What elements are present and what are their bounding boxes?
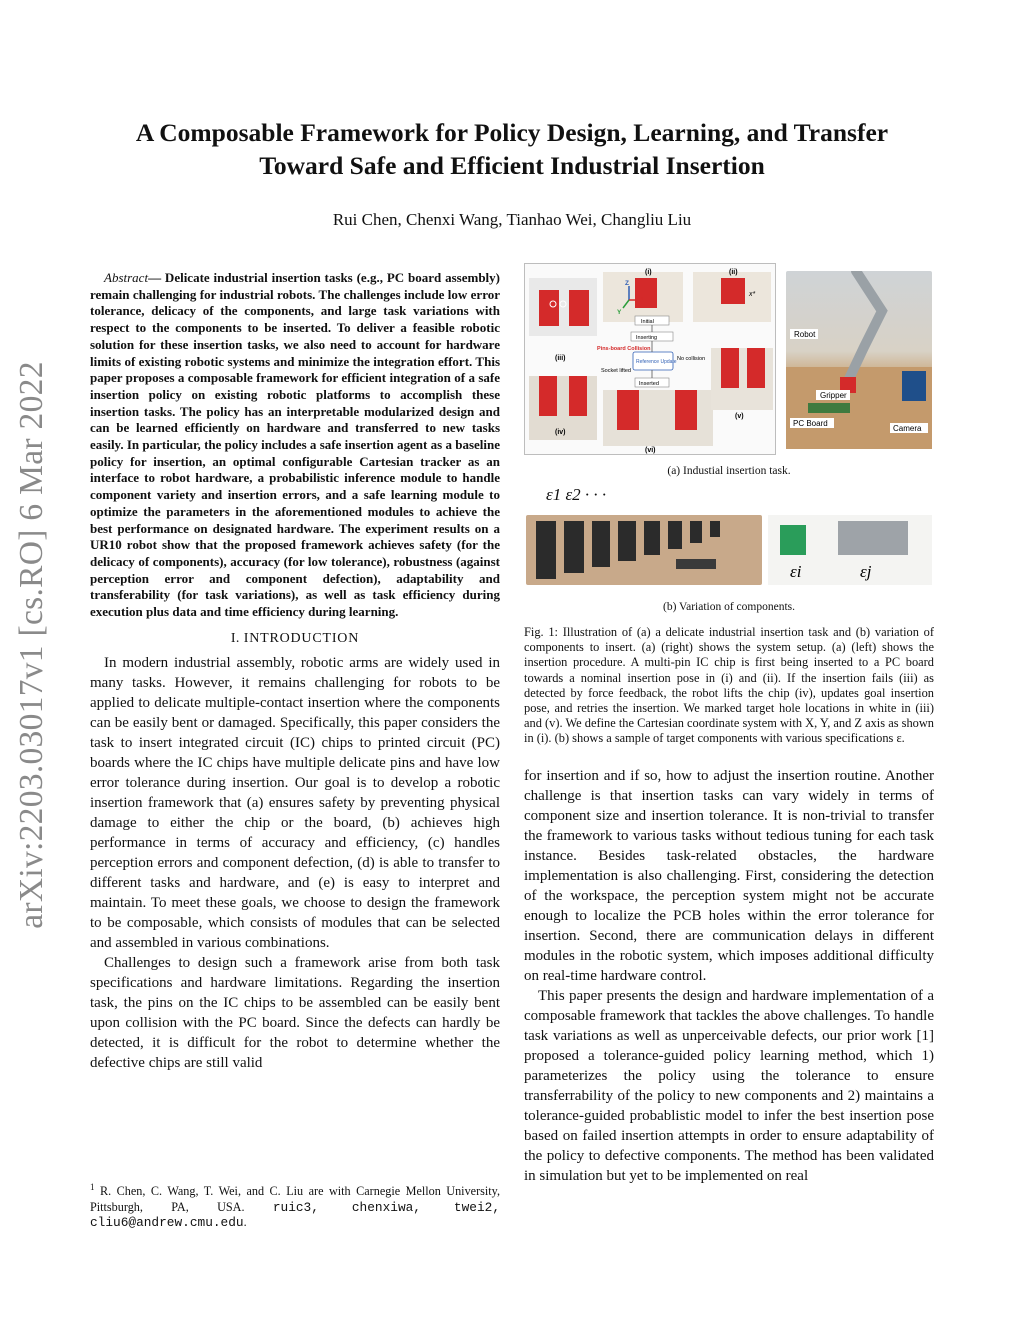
epsilon-j: εj [860,562,872,581]
inserting-label: Inserting [636,335,658,341]
title-line-1: A Composable Framework for Policy Design, Learning, and Transfer [135,118,889,147]
figure-1 [524,263,934,747]
gripper-finger [747,348,765,388]
axis-x-label: X [640,296,645,303]
component-samples-illustration [768,515,932,585]
label-i: (i) [645,269,652,276]
gripper-finger [675,390,697,430]
socket [564,521,584,573]
pc-board [808,403,850,413]
socket-array-illustration [526,515,762,585]
subcaption-b: (b) Variation of components. [662,601,795,613]
robot-arm [848,271,882,381]
epsilon-labels-row [546,485,606,505]
footnote-text: R. Chen, C. Wang, T. Wei, and C. Liu are with Carnegie Mellon University, Pittsburgh, PA, USA. [90,1184,500,1214]
abstract-text: — Delicate industrial insertion tasks (e.g., PC board assembly) remain challenging for industrial robots. The challenges include low error tolerance, delicacy of the components, and large task variations with respect to the components to be inserted. To deliver a feasible robotic solution for these insertion tasks, we also need to account for hardware limits of existing robotic systems and minimize the integration effort. This paper proposes a composable framework for efficient integration of a safe insertion policy on existing robotic platforms to accomplish these insertion tasks. The policy has an interpretable modularized design and can be learned efficiently on hardware and transferred to new tasks easily. In particular, the policy includes a safe insertion agent as a baseline policy for insertion, an optimal configurable Cartesian tracker as an interface to robot hardware, a probabilistic inference module to handle component variety and insertion errors, and a safe learning module to optimize the parameters in the aforementioned modules to achieve the best performance on designated hardware. The experiment results on a UR10 robot show that the proposed framework achieves safety (for the delicacy of components), accuracy (for low tolerance), robustness (against perception error and component defection), adaptability and transferability (for task variations), as well as task efficiency during execution plus data and time efficiency during learning. [90,270,500,620]
right-paragraph-1: for insertion and if so, how to adjust the insertion routine. Another challenge is that insertion tasks can vary widely in terms of component size and insertion tolerance. It is non-trivial to transfer the framework to various tasks without tedious tuning for each task instance. Besides task-related obstacles, the hardware implementation is also challenging. First, considering the detection of the workspace, the perception system might not be accurate enough to localize the PCB holes within the error tolerance for insertion. Second, there are communication delays in different modules in the robotic system, which imposes additional difficulty on real-time hardware control. [524,768,934,984]
initial-label: Initial [641,319,654,325]
reference-update-label: Reference Update [636,359,677,365]
component-board-photo [526,515,762,585]
socket [690,521,702,543]
intro-paragraph-1: In modern industrial assembly, robotic arms are widely used in many tasks. However, it remains challenging for robots to be applied to delicate multiple-contact insertion where the components can be easily bent or damaged. Specifically, this paper considers the task to insert integrated circuit (IC) chips to printed circuit (PC) boards where the IC chips have multiple delicate pins and have low error tolerance during insertion. Our goal is to develop a robotic insertion framework that (a) ensures safety by preventing physical damage to either the chip or the board, (b) achieves high performance in terms of accuracy and efficiency, (c) handles perception errors and component defection, (d) is able to transfer to different tasks and hardware, and (e) is easy to interpret and maintain. To meet these goals, we choose to design the framework to be composable, which consists of modules that can be selected and assembled in various combinations. [90,654,500,951]
gripper-finger [617,390,639,430]
gray-connector [838,521,908,555]
component-samples-photo [768,515,932,585]
arxiv-identifier[interactable]: arXiv:2203.03017v1 [cs.RO] 6 Mar 2022 [13,361,50,929]
pins-board-collision-label: Pins-board Collision [597,346,651,352]
right-paragraph-2: This paper presents the design and hardware implementation of a composable framework that tackles the above challenges. To handle task variations as well as unperceivable defects, our prior work [1] proposed a tolerance-guided policy learning method, which 1) parameterizes the policy using the tolerance to ensure transferrability of the policy to new components and 2) maintains a tolerance-guided probablistic model to infer the best insertion pose based on failed insertion attempts in order to ensure adaptability of the policy to defective components. The method has been validated in simulation but yet to be implemented on real [524,988,934,1184]
robot-label: Robot [794,330,816,339]
socket [644,521,660,555]
socket-lifted-label: Socket lifted [601,368,631,374]
label-vi: (vi) [645,447,656,454]
epsilon-dots: · · · [584,485,607,504]
label-ii: (ii) [729,269,738,276]
gripper-label: Gripper [820,391,847,400]
socket [536,521,556,579]
gripper-finger [721,278,745,304]
epsilon-i: εi [790,562,802,581]
abstract [90,270,500,621]
socket [618,521,636,561]
gripper-finger [539,376,557,416]
target-pose-label: x* [749,291,756,298]
epsilon-2: ε2 [565,485,581,504]
green-terminal-block [780,525,806,555]
gripper-finger [635,278,657,308]
title-line-2: Toward Safe and Efficient Industrial Insertion [259,151,765,180]
no-collision-label: No collision [677,356,706,362]
figure-caption: Fig. 1: Illustration of (a) a delicate industrial insertion task and (b) variation of components to insert. (a) (right) shows the system setup. (a) (left) shows the insertion procedure. A multi-pin IC chip is first being inserted to a PC board towards a nominal insertion pose in (i) and (ii). If the insertion fails (iii) as detected by force feedback, the robot lifts the chip (iv), updates goal insertion pose, and retries the insertion. We marked target hole locations in white in (iii) and (v). We define the Cartesian coordinate system with X, Y, and Z axis as shown in (i). (b) shows a sample of target components with various specifications ε. [524,625,934,746]
gripper-finger [569,290,589,326]
subcaption-a: (a) Industial insertion task. [667,465,791,477]
figure-panel-a [524,263,934,455]
gripper-finger [569,376,587,416]
camera [902,371,926,401]
section-heading-introduction [90,631,500,647]
label-iii: (iii) [555,355,566,362]
system-setup-photo [786,271,932,449]
label-iv: (iv) [555,429,566,436]
gripper-finger [721,348,739,388]
author-list: Rui Chen, Chenxi Wang, Tianhao Wei, Changliu Liu [332,210,692,229]
footnote-emails[interactable]: ruic3, chenxiwa, twei2, cliu6@andrew.cmu.edu [90,1199,501,1231]
arxiv-side-stamp [2,0,62,1325]
loose-chip [676,559,716,569]
socket [710,521,720,537]
inserted-label: Inserted [639,381,659,387]
insertion-procedure-diagram [524,263,776,455]
gripper-finger [539,290,559,326]
intro-paragraph-2: Challenges to design such a framework arise from both task specifications and hardware limitations. Regarding the insertion task, the pins on the IC chips to be assembled can be easily bent upon collision with the PC board. Since the defects can hardly be detected, it is difficult for the robot to determine whether the defective chips are still valid [90,954,500,1071]
paper-title [70,116,954,182]
socket [592,521,610,567]
affiliation-footnote [90,1180,500,1231]
section-title: INTRODUCTION [243,630,360,646]
robot-arm-illustration [786,271,932,449]
right-column [524,766,934,1186]
footnote-mark: 1 [90,1182,95,1192]
label-v: (v) [735,413,744,420]
abstract-label: Abstract [104,270,149,285]
epsilon-1: ε1 [546,485,562,504]
axis-y-label: Y [617,309,622,316]
camera-label: Camera [893,424,922,433]
section-number: I. [230,630,240,646]
left-column [90,270,500,1073]
axis-z-label: Z [625,280,629,287]
figure-panel-b [524,485,934,581]
socket [668,521,682,549]
footnote-tail: . [243,1215,247,1230]
pc-board-label: PC Board [793,419,828,428]
